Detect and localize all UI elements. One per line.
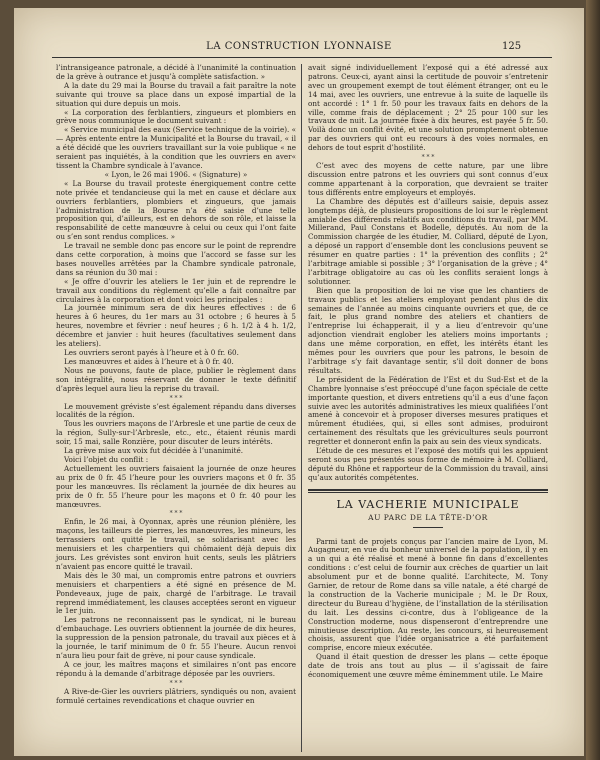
paragraph: « La corporation des ferblantiers, zingueurs et plombiers en grève nous communique le document suivant : (56, 107, 296, 126)
journal-title: LA CONSTRUCTION LYONNAISE (206, 41, 392, 52)
paragraph: Nous ne pouvons, faute de place, publier le règlement dans son intégralité, nous réservant de donner le texte définitif d’après lequel aura lieu la reprise du travail. (56, 365, 296, 393)
book-spine (586, 0, 600, 760)
article-rule-bottom (308, 492, 548, 493)
paragraph: Mais dès le 30 mai, un compromis entre patrons et ouvriers menuisiers et charpentiers a été signé en présence de M. Pondeveaux, juge de paix, chargé de l’arbitrage. Le travail reprend immédiatement, les clauses acceptées seront en vigueur le 1er juin. (56, 570, 296, 616)
paragraph: l’intransigeance patronale, a décidé à l’unanimité la continuation de la grève à outrance et jusqu’à complète satisfaction. » (56, 63, 296, 81)
paragraph: « Service municipal des eaux (Service technique de la voirie). « — Après entente entre la Municipalité et la Bourse du travail, « il a été décidé que les ouvriers travaillant sur la voie publique « ne seraient pas inquiétés, à la condition que les ouvriers en aver« tissent la Chambre syndicale à l’avance. (56, 125, 297, 170)
article-title: LA VACHERIE MUNICIPALE (336, 497, 520, 511)
paragraph: Enfin, le 26 mai, à Oyonnax, après une réunion plénière, les maçons, les tailleurs de pierres, les manœuvres, les mineurs, les terrassiers ont quitté le travail, se solidarisant avec les menuisiers et les charpentiers qui chômaient déjà depuis dix jours. Les grévistes sont environ huit cents, seuls les plâtriers n’avaient pas encore quitté le travail. (56, 517, 296, 571)
paragraph: L’étude de ces mesures et l’exposé des motifs qui les appuient seront sous peu présentés sous forme de mémoire à M. Colliard, député du Rhône et rapporteur de la Commission du travail, ainsi qu’aux autorités compétentes. (308, 446, 548, 482)
paragraph: « Je offre d’ouvrir les ateliers le 1er juin et de reprendre le travail aux conditions du règlement qu’elle a fait connaître par circulaires à la corporation et dont voici les principales : (56, 276, 296, 304)
paragraph: La journée minimum sera de dix heures effectives : de 6 heures à 6 heures, du 1er mars au 31 octobre ; 6 heures à 5 heures, novembre et février : neuf heures ; 6 h. 1/2 à 4 h. 1/2, décembre et janvier : huit heures (facultatives seulement dans les ateliers). (56, 303, 296, 349)
paragraph: avait signé individuellement l’exposé qui a été adressé aux patrons. Ceux-ci, ayant ainsi la certitude de pouvoir s’entretenir avec un groupement exempt de tout élément étranger, ont eu le 14 mai, avec les ouvriers, une entrevue à la suite de laquelle ils ont accordé : 1° 1 fr. 50 pour les travaux faits en dehors de la ville, comme frais de déplacement ; 2° 25 pour 100 sur les travaux de nuit. La journée fixée à dix heures, est payée 5 fr. 50. Voilà donc un conflit évité, et une solution promptement obtenue par des ouvriers qui ont eu recours à des voies normales, en dehors de tout esprit d’hostilité. (308, 63, 548, 153)
journal-page (14, 8, 584, 756)
paragraph: La Chambre des députés est d’ailleurs saisie, depuis assez longtemps déjà, de plusieurs propositions de loi sur le règlement amiable des différends relatifs aux conditions du travail, par MM. Millerand, Paul Constans et Bodelle, députés. Au nom de la Commission chargée de les étudier, M. Colliard, député de Lyon, a déposé un rapport d’ensemble dont les conclusions peuvent se résumer en quatre parties : 1° la prévention des conflits ; 2° l’arbitrage amiable si possible ; 3° l’organisation de la grève ; 4° l’arbitrage obligatoire au cas où les conflits seraient longs à solutionner. (308, 196, 548, 286)
paragraph: Les manœuvres et aides à l’heure et à 0 fr. 40. (64, 356, 234, 366)
paragraph: A la date du 29 mai la Bourse du travail a fait paraître la note suivante qui trouve sa place dans un exposé impartial de la situation qui dure depuis un mois. (56, 80, 296, 108)
section-break: * * * (169, 510, 183, 518)
paragraph: Les ouvriers seront payés à l’heure et à 0 fr. 60. (64, 348, 239, 357)
article-paragraph: Quand il était question de dresser les plans — cette époque date de trois ans tout au plus — il s’agissait de faire économiquement une œuvre même éminemment utile. Le Maire (308, 652, 548, 680)
section-break: * * * (421, 154, 435, 162)
article-rule-top (308, 489, 548, 491)
paragraph: Bien que la proposition de loi ne vise que les chantiers de travaux publics et les ateliers employant pendant plus de dix semaines de l’année au moins cinquante ouvriers et que, de ce fait, le plus grand nombre des ateliers et chantiers de l’entreprise lui échapperait, il y a lieu d’entrevoir qu’une adjonction viendrait englober les ateliers moins importants ; dans une même corporation, en effet, les intérêts étant les mêmes pour les ouvriers que pour les patrons, le besoin de l’arbitrage s’y fait davantage sentir, s’il doit donner de bons résultats. (308, 285, 548, 375)
paragraph: C’est avec des moyens de cette nature, par une libre discussion entre patrons et les ouvriers qui sont connus d’eux comme appartenant à la corporation, que devraient se traiter tous différents entre employeurs et employés. (308, 161, 548, 197)
running-header (14, 41, 584, 55)
paragraph: Le mouvement gréviste s’est également répandu dans diverses localités de la région. (56, 401, 296, 420)
section-break: * * * (169, 394, 183, 402)
column-divider (301, 64, 302, 752)
paragraph: Actuellement les ouvriers faisaient la journée de onze heures au prix de 0 fr. 45 l’heure pour les ouvriers maçons et 0 fr. 35 pour les manœuvres. Ils réclament la journée de dix heures au prix de 0 fr. 55 l’heure pour les maçons et 0 fr. 40 pour les manœuvres. (56, 463, 296, 509)
paragraph: Les patrons ne reconnaissent pas le syndicat, ni le bureau d’embauchage. Les ouvriers obtiennent la journée de dix heures, la suppression de la pension patronale, du travail aux pièces et à la journée, le tarif minimum de 0 fr. 55 l’heure. Aucun renvoi n’aura lieu pour fait de grève, ni pour cause syndicale. (56, 615, 296, 660)
paragraph: A Rive-de-Gier les ouvriers plâtriers, syndiqués ou non, avaient formulé certaines revendications et chaque ouvrier en (56, 686, 296, 705)
paragraph: Tous les ouvriers maçons de l’Arbresle et une partie de ceux de la région, Sully-sur-l’Arbresle, etc., etc., étaient réunis mardi soir, 15 mai, salle Ronzière, pour discuter de leurs intérêts. (56, 419, 296, 447)
paragraph: Le travail ne semble donc pas encore sur le point de reprendre dans cette corporation, à moins que l’accord se fasse sur les bases nouvelles arrêtées par la Chambre syndicale patronale, dans sa réunion du 30 mai : (56, 241, 296, 277)
paragraph: La grève mise aux voix fut décidée à l’unanimité. (64, 446, 244, 456)
signature-line: « Lyon, le 26 mai 1906. « (Signature) » (104, 169, 248, 179)
page-number: 125 (502, 41, 522, 52)
paragraph: Voici l’objet du conflit : (64, 454, 149, 464)
article-subtitle: AU PARC DE LA TÊTE-D’OR (368, 512, 488, 522)
header-rule (52, 57, 552, 58)
article-short-rule (413, 527, 443, 528)
section-break: * * * (169, 679, 183, 687)
article-paragraph: Parmi tant de projets conçus par l’ancien maire de Lyon, M. Augagneur, en vue du bonheur universel de la population, il y en a un qui a été réalisé et mené à bonne fin dans d’excellentes conditions : c’est celui de fournir aux crèches de quartier un lait absolument pur et de bonne qualité. L’architecte, M. Tony Garnier, de retour de Rome dans sa ville natale, a été chargé de la construction de la Vacherie municipale ; M. le Dr Roux, directeur du Bureau d’hygiène, de l’installation de la stérilisation du lait. Les dessins ci-contre, dus à l’obligeance de la Construction moderne, nous dispenseront d’entreprendre une minutieuse description. Au reste, les concours, si heureusement choisis, assurent que l’idée organisatrice a été parfaitement comprise, encore mieux exécutée. (308, 536, 548, 653)
left-column (56, 64, 296, 706)
paragraph: A ce jour, les maîtres maçons et similaires n’ont pas encore répondu à la demande d’arbitrage déposée par les ouvriers. (56, 659, 296, 678)
paragraph: « La Bourse du travail proteste énergiquement contre cette note privée et tendancieuse qui la met en cause et déclare aux ouvriers ferblantiers, plombiers et zingueurs, que jamais l’administration de la Bourse n’a été saisie d’une telle proposition qui, d’ailleurs, est en dehors de son rôle, et laisse la responsabilité de cette manœuvre à celui ou ceux qui l’ont faite ou s’en sont rendus complices. » (56, 178, 296, 242)
paragraph: Le président de la Fédération de l’Est et du Sud-Est et de la Chambre lyonnaise s’est préoccupé d’une façon spéciale de cette importante question, et divers entretiens qu’il a eus d’une façon suivie avec les autorités administratives les mieux qualifiées l’ont amené à concevoir et à proposer diverses mesures pratiques et mûrement étudiées, qui, si elles sont admises, produiront certainement des résultats que les grévicultures seuls pourront regretter et donneront enfin la paix au sein des vieux syndicats. (308, 374, 548, 447)
right-column (308, 64, 548, 680)
